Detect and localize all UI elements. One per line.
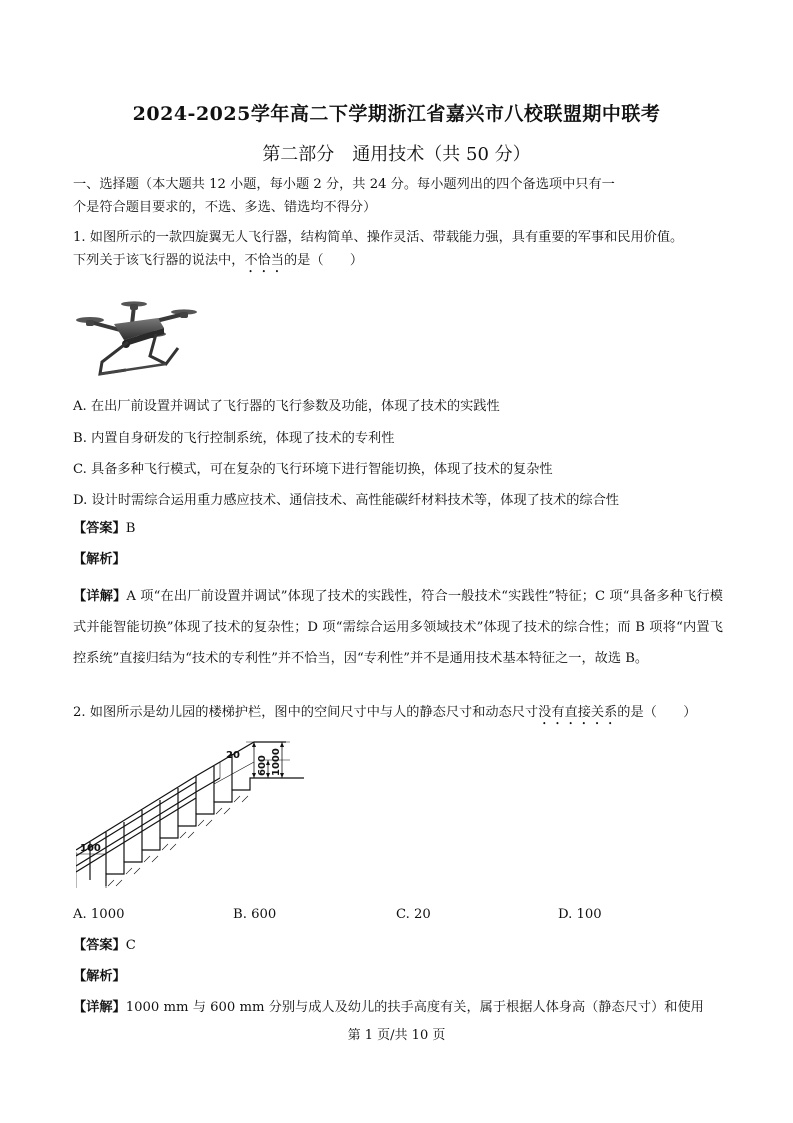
section-heading-line1: 一、选择题（本大题共 12 小题，每小题 2 分，共 24 分。每小题列出的四个备选项中只有一 <box>73 177 615 192</box>
section-heading-line2: 个是符合题目要求的，不选、多选、错选均不得分） <box>73 200 377 215</box>
q2-stem-emphasis: 没有直接关系 <box>538 705 618 720</box>
q1-stem-line1: 1. 如图所示的一款四旋翼无人飞行器，结构简单、操作灵活、带载能力强，具有重要的军事和民用价值。 <box>73 230 684 245</box>
q2-option-c: C. 20 <box>396 907 431 922</box>
q2-stem-pre: 2. 如图所示是幼儿园的楼梯护栏，图中的空间尺寸中与人的静态尺寸和动态尺寸 <box>73 705 539 720</box>
dim-600-label: 600 <box>257 755 268 776</box>
q1-stem-emphasis: 不恰当 <box>244 253 284 268</box>
q1-option-c: C. 具备多种飞行模式，可在复杂的飞行环境下进行智能切换，体现了技术的复杂性 <box>73 462 553 477</box>
stair-railing-diagram <box>76 738 304 890</box>
q1-option-d: D. 设计时需综合运用重力感应技术、通信技术、高性能碳纤材料技术等，体现了技术的综合性 <box>73 493 619 508</box>
q1-stem-post: 的是（ ） <box>284 253 364 268</box>
q1-detail-text: A 项“在出厂前设置并调试”体现了技术的实践性，符合一般技术“实践性”特征；C 项“具备多种飞行模式并能智能切换”体现了技术的复杂性；D 项“需综合运用多领域技术”体现了技术的综合性；而 B 项将“内置飞控系统”直接归结为“技术的专利性”并不恰当，因“专利性”并不是通用技术基本特征之一，故选 B。 <box>73 589 723 666</box>
q2-option-b: B. 600 <box>233 907 277 922</box>
dim-100-label: 100 <box>80 843 101 854</box>
q2-detail-tag: 【详解】 <box>73 1000 126 1015</box>
q2-answer <box>73 937 136 954</box>
page-title: 2024-2025学年高二下学期浙江省嘉兴市八校联盟期中联考 <box>132 103 661 125</box>
q1-answer-value: B <box>125 521 136 536</box>
q2-stem <box>73 704 696 728</box>
drone-icon <box>72 290 202 382</box>
q2-answer-value: C <box>125 938 136 953</box>
q1-answer <box>73 520 135 537</box>
q2-detail-text: 1000 mm 与 600 mm 分别与成人及幼儿的扶手高度有关，属于根据人体身高（静态尺寸）和使用 <box>125 1000 704 1015</box>
q1-option-a: A. 在出厂前设置并调试了飞行器的飞行参数及功能，体现了技术的实践性 <box>73 399 500 414</box>
section-subtitle: 第二部分 通用技术（共 50 分） <box>262 144 531 165</box>
q1-detail-tag: 【详解】 <box>73 589 127 604</box>
dim-1000-label: 1000 <box>271 748 282 776</box>
q1-stem-pre: 下列关于该飞行器的说法中， <box>73 253 245 268</box>
q2-option-a: A. 1000 <box>73 907 125 922</box>
page-footer: 第 1 页/共 10 页 <box>347 1028 446 1043</box>
q2-option-d: D. 100 <box>558 907 602 922</box>
q1-analysis-tag: 【解析】 <box>73 552 126 567</box>
q2-answer-tag: 【答案】 <box>73 938 126 953</box>
dim-20-label: 20 <box>226 750 240 761</box>
q1-stem-line2 <box>73 252 363 276</box>
q2-detail <box>73 999 704 1016</box>
q1-answer-tag: 【答案】 <box>73 521 126 536</box>
q2-analysis-tag: 【解析】 <box>73 969 126 984</box>
q1-detail <box>73 581 723 674</box>
q2-stem-post: 的是（ ） <box>617 705 697 720</box>
q1-option-b: B. 内置自身研发的飞行控制系统，体现了技术的专利性 <box>73 431 395 446</box>
